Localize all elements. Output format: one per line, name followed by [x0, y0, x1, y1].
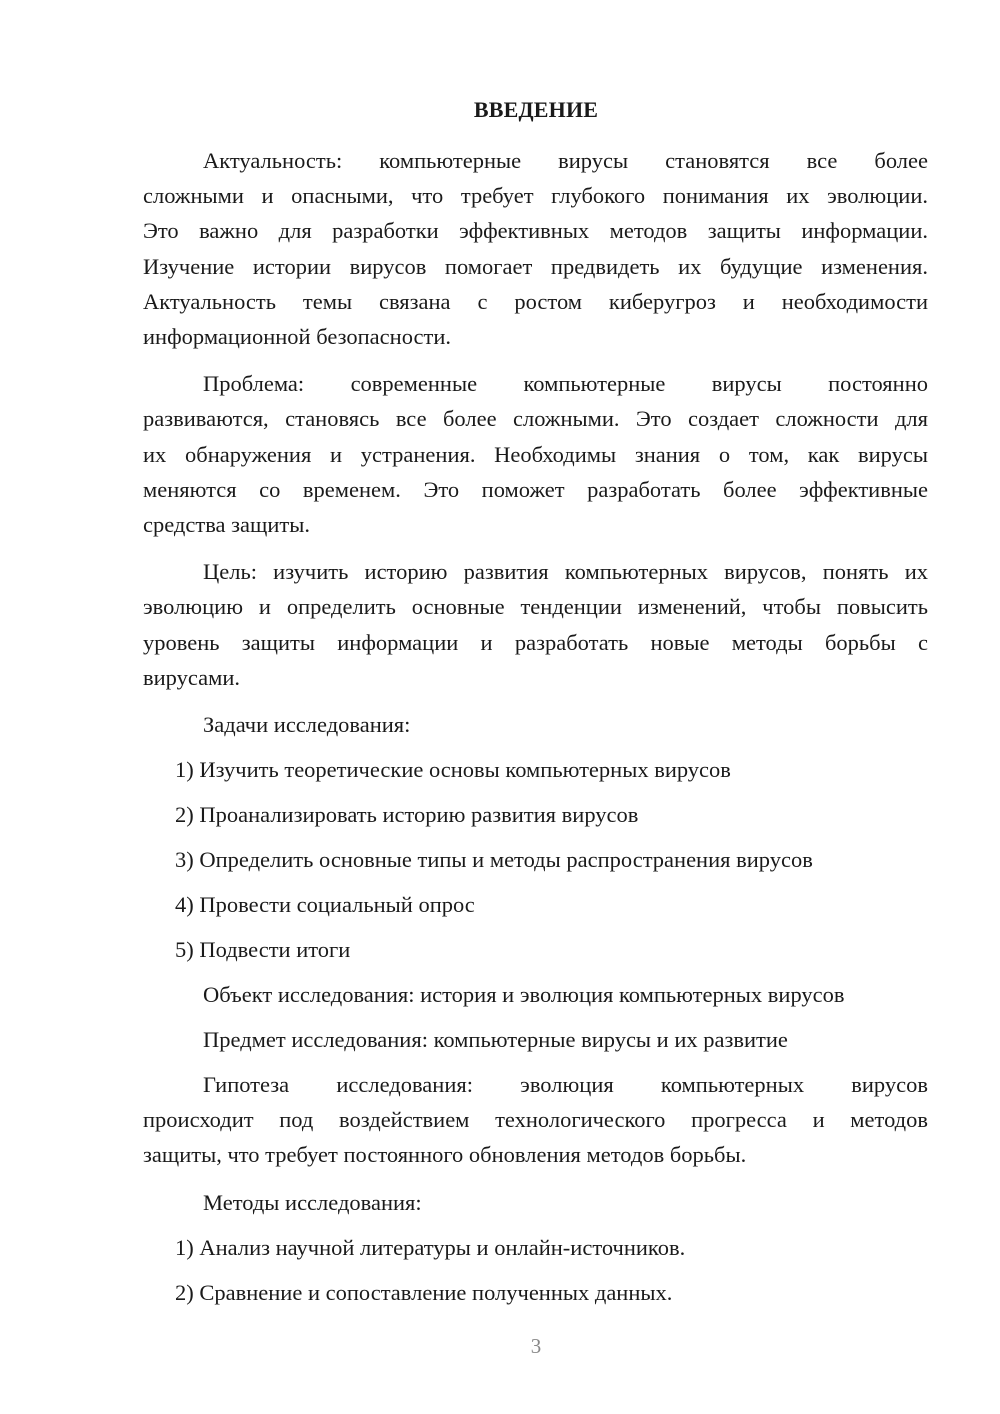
text-line: информационной безопасности. [143, 324, 451, 350]
text-line: Это важно для разработки эффективных методов защиты информации. [143, 218, 928, 244]
text-line: уровень защиты информации и разработать новые методы борьбы с [143, 629, 928, 655]
text-line: Актуальность: компьютерные вирусы становятся все более [203, 148, 928, 173]
tasks-heading: Задачи исследования: [203, 712, 411, 738]
text-line: развиваются, становясь все более сложными. Это создает сложности для [143, 406, 928, 432]
list-item: 4) Провести социальный опрос [175, 892, 475, 918]
text-line: Актуальность темы связана с ростом киберугроз и необходимости [143, 288, 928, 314]
list-item: 1) Анализ научной литературы и онлайн-источников. [175, 1234, 686, 1260]
research-subject: Предмет исследования: компьютерные вирусы и их развитие [203, 1027, 788, 1053]
list-item: 2) Сравнение и сопоставление полученных данных. [175, 1279, 673, 1305]
section-title: ВВЕДЕНИЕ [473, 97, 599, 122]
methods-heading: Методы исследования: [203, 1189, 422, 1215]
text-line: меняются со временем. Это поможет разработать более эффективные [143, 476, 928, 502]
page-number: 3 [530, 1334, 542, 1358]
text-line: Гипотеза исследования: эволюция компьютерных вирусов [203, 1072, 928, 1098]
text-line: эволюцию и определить основные тенденции изменений, чтобы повысить [143, 594, 928, 620]
list-item: 2) Проанализировать историю развития вирусов [175, 802, 639, 828]
text-line: Цель: изучить историю развития компьютерных вирусов, понять их [203, 559, 928, 585]
list-item: 1) Изучить теоретические основы компьютерных вирусов [175, 757, 731, 783]
text-line: средства защиты. [143, 512, 310, 538]
text-line: Изучение истории вирусов помогает предвидеть их будущие изменения. [143, 253, 928, 279]
paragraph-goal [143, 554, 928, 695]
text-line: сложными и опасными, что требует глубокого понимания их эволюции. [143, 183, 928, 209]
paragraph-problem [143, 366, 928, 542]
list-item: 3) Определить основные типы и методы распространения вирусов [175, 847, 813, 873]
paragraph-hypothesis [143, 1067, 928, 1173]
paragraph-relevance [143, 143, 928, 354]
text-line: защиты, что требует постоянного обновления методов борьбы. [143, 1142, 747, 1168]
list-item: 5) Подвести итоги [175, 937, 351, 963]
research-object: Объект исследования: история и эволюция компьютерных вирусов [203, 982, 845, 1008]
text-line: их обнаружения и устранения. Необходимы знания о том, как вирусы [143, 441, 928, 467]
text-line: Проблема: современные компьютерные вирусы постоянно [203, 371, 928, 397]
text-line: происходит под воздействием технологического прогресса и методов [143, 1107, 928, 1133]
body-text [143, 143, 928, 1310]
text-line: вирусами. [143, 664, 241, 690]
